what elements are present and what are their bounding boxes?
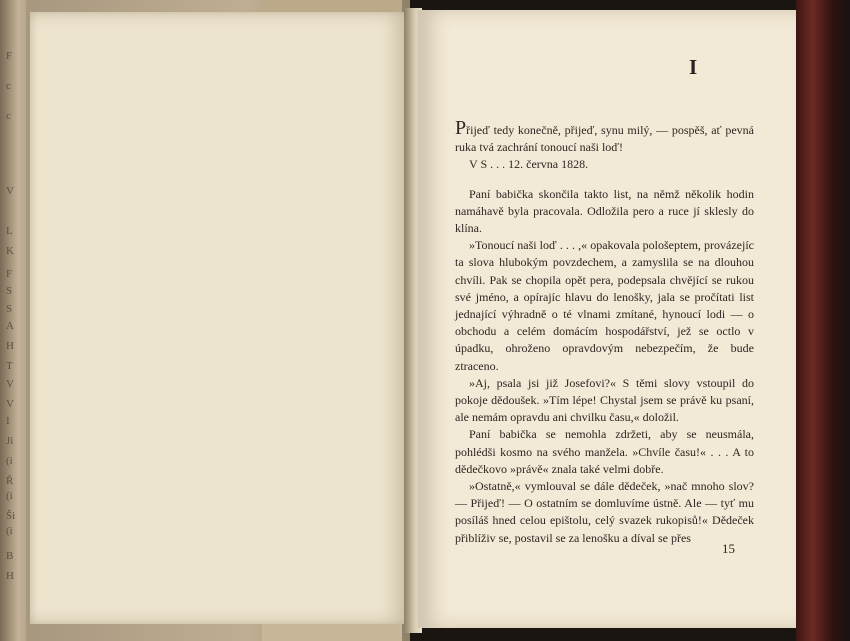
strip-letter: F bbox=[6, 268, 13, 280]
paragraph-date: V S . . . 12. června 1828. bbox=[469, 157, 589, 172]
strip-letter: A bbox=[6, 320, 14, 332]
strip-letter: c bbox=[6, 110, 11, 122]
page-text bbox=[455, 117, 754, 547]
strip-letter: L bbox=[6, 225, 13, 237]
strip-letter: T bbox=[6, 360, 13, 372]
underlying-page-strip bbox=[0, 0, 26, 641]
page-number: 15 bbox=[722, 541, 735, 556]
strip-letter: K bbox=[6, 245, 14, 257]
paragraph-4: »Tonoucí naši loď . . . ,« opakovala pološeptem, provázejíc ta slova hlubokým povzdechem, a zamyslila se na dlouhou chvíli. Pak se chopila opět pera, podepsala chvějící se rukou své jméno, a opírajíc hlavu do lenošky, jala se pročítati list jednající výhradně o té vlnami zmítané, hynoucí lodi — o obchodu a celém domácím hospodářství, jež se octlo v úpadku, ohroženo opravdovým nebezpečím, že bude ztraceno. bbox=[455, 238, 754, 373]
strip-letter: V bbox=[6, 378, 14, 390]
strip-letter: Ř bbox=[6, 475, 14, 487]
book-edge-right bbox=[796, 0, 850, 641]
cover-bottom-band bbox=[262, 621, 402, 641]
chapter-heading: I bbox=[689, 55, 698, 79]
strip-letter: (i bbox=[6, 490, 13, 502]
paragraph-3: Paní babička skončila takto list, na němž několik hodin namáhavě byla pracovala. Odložila pero a ruce jí sklesly do klína. bbox=[455, 186, 754, 236]
paragraph-7: »Ostatně,« vymlouval se dále dědeček, »nač mnoho slov? — Přijeď! — O ostatním se domluvíme ústně. Ale — tyť mu posíláš hned celou epištolu, celý svazek rukopisů!« Dědeček přiblíživ se, postavil se za lenošku a díval se přes bbox=[455, 479, 754, 545]
strip-letter: B bbox=[6, 550, 14, 562]
strip-letter: H bbox=[6, 340, 14, 352]
strip-letter: V bbox=[6, 185, 14, 197]
strip-letter: S bbox=[6, 303, 13, 315]
strip-letter: (i bbox=[6, 455, 13, 467]
strip-letters bbox=[4, 20, 24, 620]
strip-letter: S bbox=[6, 285, 13, 297]
paragraph-6: Paní babička se nemohla zdržeti, aby se neusmála, pohlédši kosmo na svého manžela. »Chvíle času!« . . . A to dědečkovo »právě« znala také velmi dobře. bbox=[455, 427, 754, 476]
strip-letter: Ši bbox=[6, 510, 16, 522]
strip-letter: H bbox=[6, 570, 14, 582]
strip-letter: F bbox=[6, 50, 13, 62]
drop-cap: P bbox=[455, 117, 467, 139]
strip-letter: V bbox=[6, 398, 14, 410]
paragraph-1: Přijeď tedy konečně, přijeď, synu milý, — pospěš, ať pevná ruka tvá zachrání tonoucí naši loď! bbox=[455, 117, 754, 155]
strip-letter: I bbox=[6, 415, 10, 427]
blank-left-page bbox=[30, 12, 408, 624]
strip-letter: Ji bbox=[6, 435, 14, 447]
strip-letter: (i bbox=[6, 525, 13, 537]
paragraph-5: »Aj, psala jsi již Josefovi?« S těmi slovy vstoupil do pokoje dědoušek. »Tím lépe! Chystal jsem se právě ku psaní, ale nemám opravdu ani chvilku času,« doložil. bbox=[455, 375, 754, 425]
strip-letter: c bbox=[6, 80, 11, 92]
